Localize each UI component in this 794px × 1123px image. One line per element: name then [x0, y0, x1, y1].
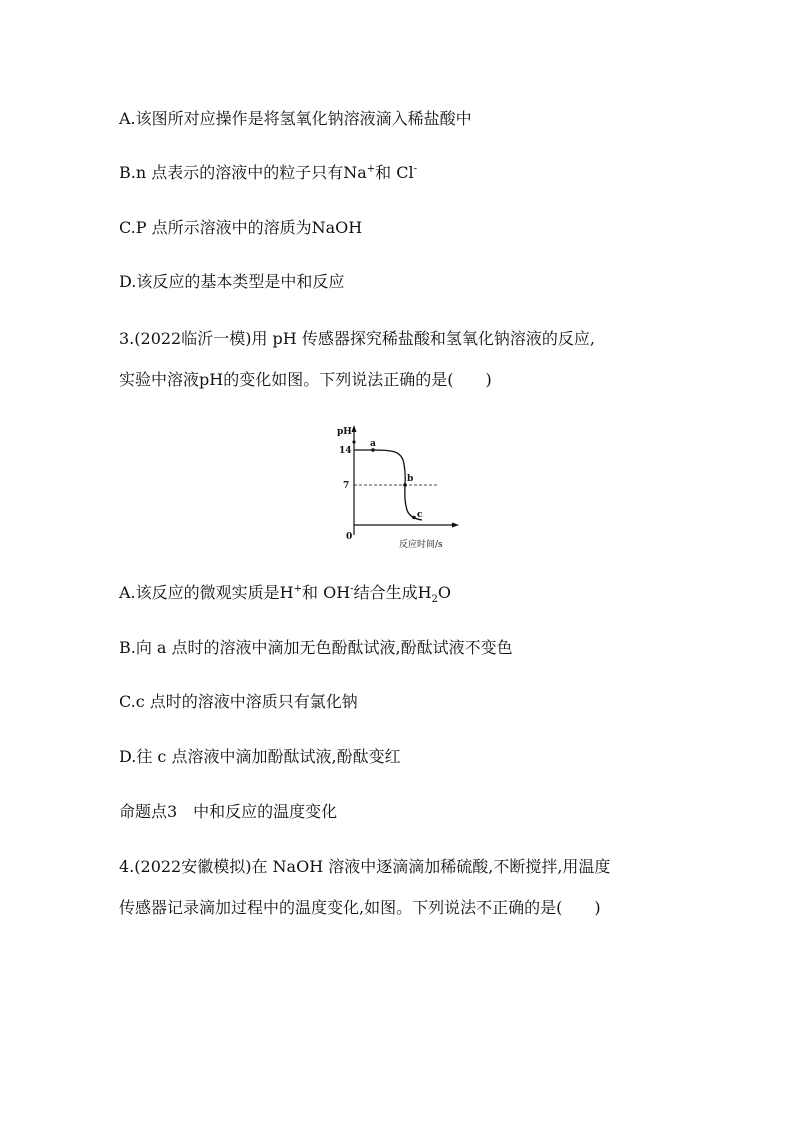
q3-option-a-post: 结合生成H — [353, 583, 432, 602]
x-axis-label: 反应时间/s — [399, 540, 443, 550]
origin-label: 0 — [346, 532, 353, 542]
q2-option-c: C.P 点所示溶液中的溶质为NaOH — [119, 218, 363, 237]
q3-option-a-text: A.该反应的微观实质是H — [119, 583, 294, 602]
q2-option-b-sup1: + — [366, 163, 376, 175]
q3-option-a-mid: 和 OH — [302, 583, 351, 602]
start-point — [352, 440, 355, 443]
ph-chart-svg — [333, 420, 463, 555]
q2-option-a: A.该图所对应操作是将氢氧化钠溶液滴入稀盐酸中 — [119, 109, 472, 128]
x-axis-arrow — [452, 523, 459, 528]
section-title: 命题点3 中和反应的温度变化 — [119, 802, 338, 821]
point-a-label: a — [370, 439, 376, 449]
ph-chart — [333, 420, 463, 555]
q3-option-c: C.c 点时的溶液中溶质只有氯化钠 — [119, 692, 358, 711]
y-axis-label: pH — [337, 427, 352, 437]
q3-option-a-sup1: + — [293, 583, 302, 595]
y-axis-arrow — [352, 425, 357, 432]
point-c — [412, 516, 416, 520]
q2-option-b-sup2: - — [413, 163, 418, 175]
q3-option-a-sup2: - — [350, 583, 354, 595]
q4-stem-line1: 4.(2022安徽模拟)在 NaOH 溶液中逐滴滴加稀硫酸,不断搅拌,用温度 — [119, 857, 611, 876]
q3-stem-line1: 3.(2022临沂一模)用 pH 传感器探究稀盐酸和氢氧化钠溶液的反应, — [119, 329, 595, 348]
y-tick-7: 7 — [343, 481, 350, 491]
q3-option-b: B.向 a 点时的溶液中滴加无色酚酞试液,酚酞试液不变色 — [119, 638, 513, 657]
q3-option-a — [119, 583, 452, 606]
point-c-label: c — [417, 510, 423, 520]
q3-option-d: D.往 c 点溶液中滴加酚酞试液,酚酞变红 — [119, 747, 401, 766]
q2-option-d: D.该反应的基本类型是中和反应 — [119, 272, 345, 291]
q4-stem-line2: 传感器记录滴加过程中的温度变化,如图。下列说法不正确的是( ) — [119, 898, 601, 917]
q2-option-b-mid: 和 Cl — [375, 163, 414, 182]
q3-stem-line2: 实验中溶液pH的变化如图。下列说法正确的是( ) — [119, 370, 492, 389]
q3-option-a-end: O — [437, 583, 452, 602]
y-tick-14: 14 — [339, 446, 352, 456]
q2-option-b — [119, 163, 417, 183]
q2-option-b-text: B.n 点表示的溶液中的粒子只有Na — [119, 163, 367, 182]
q3-option-a-sub: 2 — [431, 594, 438, 606]
point-b-label: b — [407, 474, 414, 484]
